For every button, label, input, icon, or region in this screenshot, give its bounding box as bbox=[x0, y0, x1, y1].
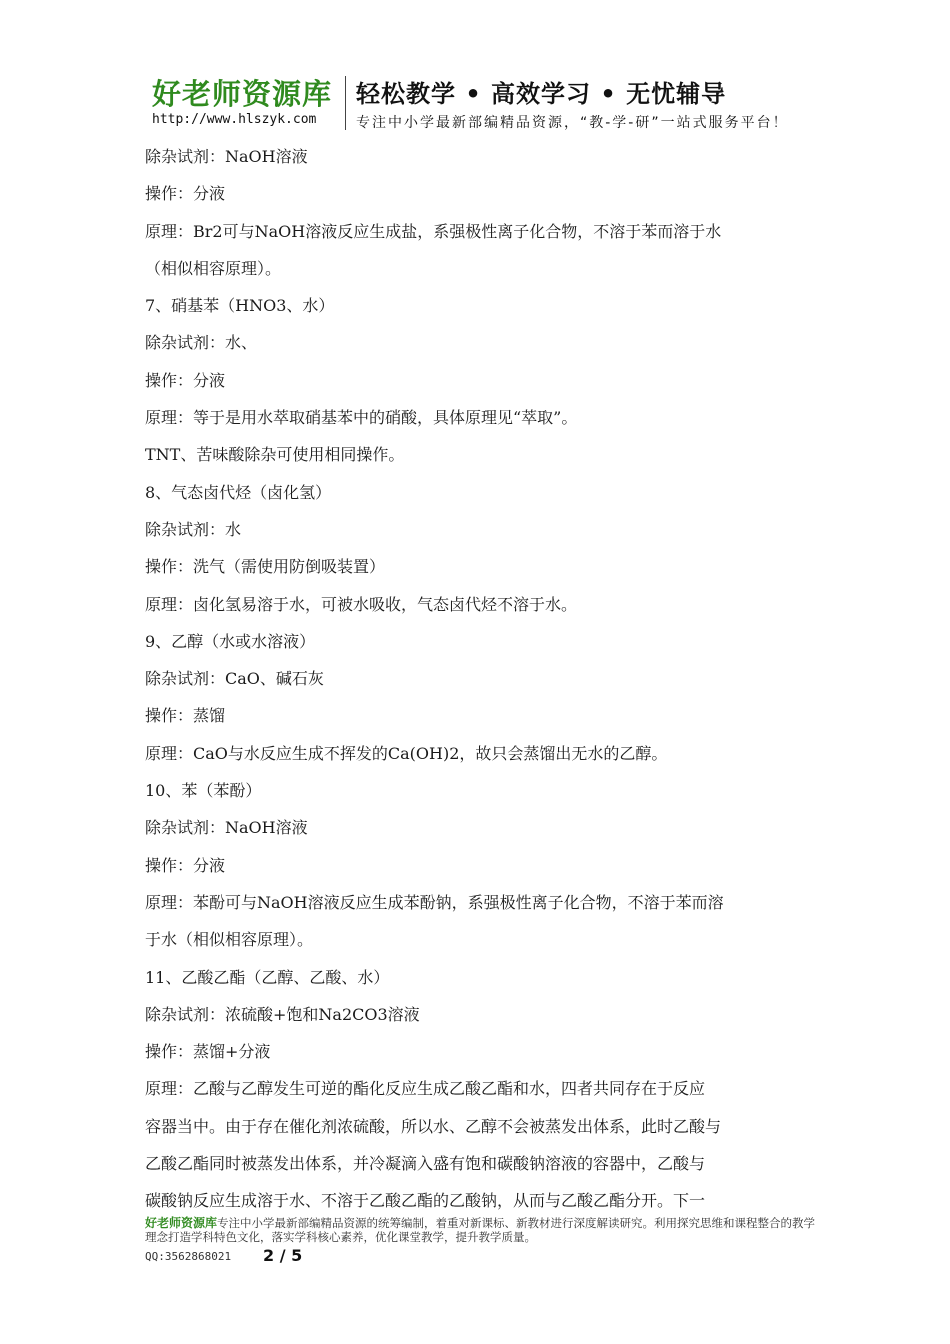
document-body bbox=[145, 138, 815, 1220]
text-line: 操作：分液 bbox=[145, 855, 226, 875]
text-line: 碳酸钠反应生成溶于水、不溶于乙酸乙酯的乙酸钠，从而与乙酸乙酯分开。下一 bbox=[145, 1191, 706, 1211]
footer-qq: QQ:3562868021 bbox=[145, 1250, 232, 1263]
text-line: 10、苯（苯酚） bbox=[145, 781, 262, 801]
header-slogan: 轻松教学 • 高效学习 • 无忧辅导 bbox=[356, 80, 727, 108]
site-url: http://www.hlszyk.com bbox=[152, 112, 317, 127]
footer-text: 专注中小学最新部编精品资源的统筹编制，着重对新课标、新教材进行深度解读研究。利用探究思维和课程整合的教学理念打造学科特色文化，落实学科核心素养，优化课堂教学，提升教学质量。 bbox=[145, 1216, 816, 1244]
header-tagline: 专注中小学最新部编精品资源，“教-学-研”一站式服务平台！ bbox=[356, 115, 789, 131]
text-line: 于水（相似相容原理）。 bbox=[145, 930, 314, 950]
text-line: 操作：分液 bbox=[145, 370, 226, 390]
text-line: 8、气态卤代烃（卤化氢） bbox=[145, 482, 332, 502]
text-line: 11、乙酸乙酯（乙醇、乙酸、水） bbox=[145, 967, 390, 987]
text-line: 除杂试剂：NaOH溶液 bbox=[145, 147, 308, 166]
text-line: 除杂试剂：水 bbox=[145, 519, 242, 539]
text-line: 乙酸乙酯同时被蒸发出体系，并冷凝滴入盛有饱和碳酸钠溶液的容器中，乙酸与 bbox=[145, 1154, 706, 1174]
footer-brand: 好老师资源库 bbox=[145, 1216, 218, 1230]
text-line: 除杂试剂：CaO、碱石灰 bbox=[145, 669, 324, 689]
text-line: 操作：蒸馏+分液 bbox=[145, 1042, 271, 1062]
text-line: 原理：卤化氢易溶于水，可被水吸收，气态卤代烃不溶于水。 bbox=[145, 594, 578, 614]
text-line: 9、乙醇（水或水溶液） bbox=[145, 631, 316, 651]
text-line: 原理：苯酚可与NaOH溶液反应生成苯酚钠，系强极性离子化合物，不溶于苯而溶 bbox=[145, 892, 724, 912]
text-line: 原理：Br2可与NaOH溶液反应生成盐，系强极性离子化合物，不溶于苯而溶于水 bbox=[145, 221, 722, 241]
header-divider bbox=[345, 76, 346, 130]
footer-meta bbox=[145, 1246, 815, 1266]
text-line: （相似相容原理）。 bbox=[145, 258, 282, 278]
brand-logo-text: 好老师资源库 bbox=[152, 77, 333, 111]
text-line: 除杂试剂：浓硫酸+饱和Na2CO3溶液 bbox=[145, 1004, 420, 1024]
footer-description bbox=[145, 1216, 815, 1244]
text-line: 除杂试剂：水、 bbox=[145, 333, 258, 353]
page-header bbox=[150, 70, 910, 132]
text-line: 除杂试剂：NaOH溶液 bbox=[145, 818, 308, 838]
text-line: 操作：蒸馏 bbox=[145, 706, 226, 726]
text-line: 容器当中。由于存在催化剂浓硫酸，所以水、乙醇不会被蒸发出体系，此时乙酸与 bbox=[145, 1116, 722, 1136]
text-line: 原理：等于是用水萃取硝基苯中的硝酸，具体原理见“萃取”。 bbox=[145, 408, 578, 428]
text-line: 原理：CaO与水反应生成不挥发的Ca(OH)2，故只会蒸馏出无水的乙醇。 bbox=[145, 743, 668, 763]
text-line: TNT、苦味酸除杂可使用相同操作。 bbox=[145, 445, 405, 465]
text-line: 7、硝基苯（HNO3、水） bbox=[145, 296, 335, 316]
page-footer bbox=[145, 1216, 815, 1266]
text-line: 操作：分液 bbox=[145, 184, 226, 204]
text-line: 操作：洗气（需使用防倒吸装置） bbox=[145, 557, 386, 577]
text-line: 原理：乙酸与乙醇发生可逆的酯化反应生成乙酸乙酯和水，四者共同存在于反应 bbox=[145, 1079, 706, 1099]
page-number: 2 / 5 bbox=[263, 1246, 303, 1265]
